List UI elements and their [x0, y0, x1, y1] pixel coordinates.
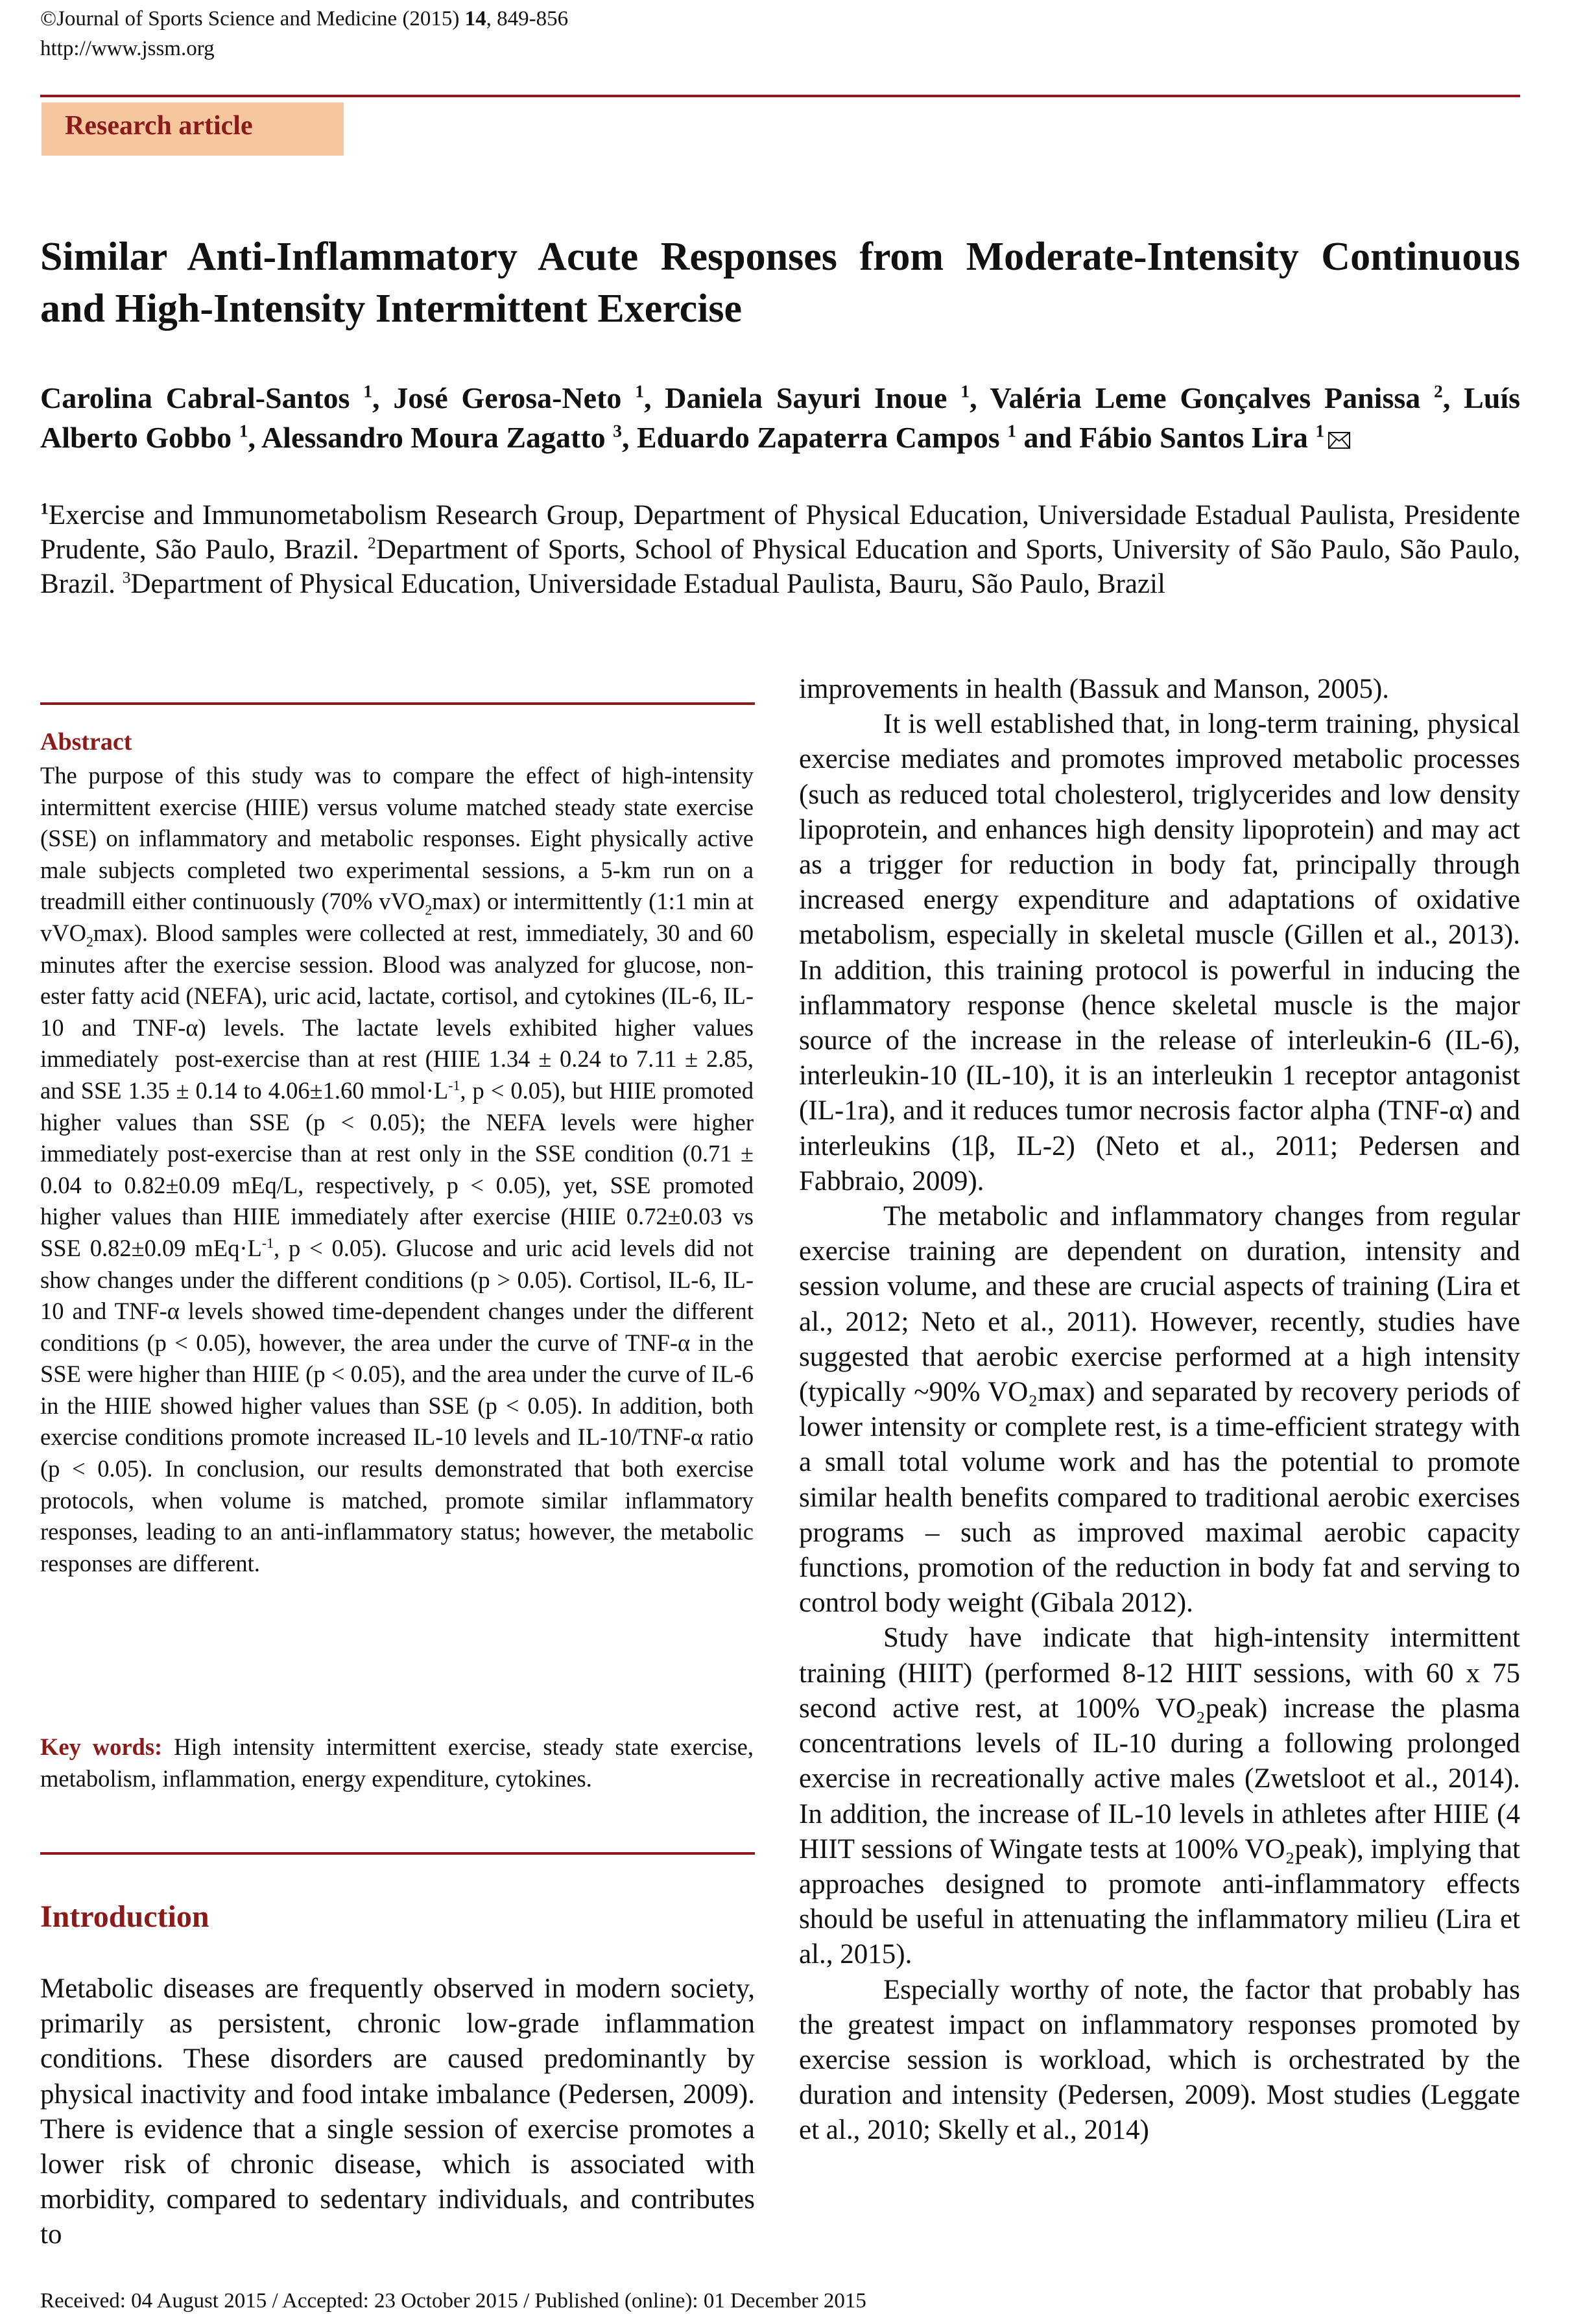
envelope-icon[interactable] — [1328, 432, 1350, 449]
author-name: Valéria Leme Gonçalves Panissa — [990, 381, 1421, 414]
author-affiliation-number: 1 — [960, 381, 970, 401]
author-list: Carolina Cabral-Santos $^1$, José Gerosa-Neto $^1$, Daniela Sayuri Inoue $^1$, Valéria Leme Gonçalves Panissa $^2$, Luís Alberto Gobbo $^1$, Alessandro Moura Zagatto $^3$, Eduardo Zapaterra Campos $^1$ and Fábio Santos Lira $^1$ — [40, 381, 1521, 454]
abstract-heading: Abstract — [40, 728, 132, 756]
publication-dates-footer: Received: 04 August 2015 / Accepted: 23 October 2015 / Published (online): 01 December 2015 — [40, 2289, 866, 2313]
author-name: Daniela Sayuri Inoue — [665, 381, 947, 414]
journal-volume: 14 — [464, 7, 486, 30]
author-name: Carolina Cabral-Santos — [40, 381, 350, 414]
author-name: Eduardo Zapaterra Campos — [636, 421, 1000, 454]
affiliation-number: 1 — [40, 499, 49, 518]
right-column — [799, 672, 1520, 2148]
header-rule — [40, 95, 1520, 97]
keywords-label: Key words: — [40, 1733, 163, 1760]
journal-header — [40, 4, 568, 64]
author-affiliation-number: 3 — [613, 420, 622, 441]
keywords-bottom-rule — [40, 1852, 755, 1855]
keywords — [40, 1732, 754, 1794]
affiliation-number: 2 — [367, 533, 376, 553]
author-affiliation-number: 1 — [1315, 420, 1325, 441]
author-name: Fábio Santos Lira — [1079, 421, 1308, 454]
paragraph: The metabolic and inflammatory changes from regular exercise training are dependent on duration, intensity and session volume, and these are crucial aspects of training (Lira et al., 2012; Neto et al., 2011). However, recently, studies have suggested that aerobic exercise performed at a high intensity (typically ~90% VO₂max) and separated by recovery periods of lower intensity or complete rest, is a time-efficient strategy with a small total volume work and has the potential to promote similar health benefits compared to traditional aerobic exercises programs – such as improved maximal aerobic capacity functions, promotion of the reduction in body fat and serving to control body weight (Gibala 2012). — [799, 1201, 1520, 1619]
author-affiliation-number: 1 — [239, 420, 248, 441]
paragraph: improvements in health (Bassuk and Manson, 2005). — [799, 674, 1390, 704]
article-type-label: Research article — [65, 111, 253, 141]
author-name: Alessandro Moura Zagatto — [261, 421, 606, 454]
journal-citation-prefix: ©Journal of Sports Science and Medicine (2015) — [40, 7, 465, 30]
author-name: Luís Alberto Gobbo — [40, 381, 1521, 454]
keywords-text: High intensity intermittent exercise, steady state exercise, metabolism, inflammation, energy expenditure, cytokines. — [40, 1733, 754, 1792]
section-heading-introduction: Introduction — [40, 1899, 209, 1934]
affiliation-3: Department of Physical Education, Universidade Estadual Paulista, Bauru, São Paulo, Brazil — [130, 569, 1165, 599]
affiliation-2: Department of Sports, School of Physical Education and Sports, University of São Paulo, São Paulo, Brazil. — [40, 534, 1521, 599]
author-affiliation-number: 1 — [1007, 420, 1016, 441]
intro-paragraph: Metabolic diseases are frequently observed in modern society, primarily as persistent, chronic low-grade inflammation conditions. These disorders are caused predominantly by physical inactivity and food intake imbalance (Pedersen, 2009). There is evidence that a single session of exercise promotes a lower risk of chronic disease, which is associated with morbidity, compared to sedentary individuals, and contributes to — [40, 1973, 755, 2250]
paragraph: It is well established that, in long-term training, physical exercise mediates and promotes improved metabolic processes (such as reduced total cholesterol, triglycerides and low density lipoprotein, and enhances high density lipoprotein) and may act as a trigger for reduction in body fat, principally through increased energy expenditure and adaptations of oxidative metabolism, especially in skeletal muscle (Gillen et al., 2013). In addition, this training protocol is powerful in inducing the inflammatory response (hence skeletal muscle is the major source of the increase in the release of interleukin-6 (IL-6), interleukin-10 (IL-10), it is an interleukin 1 receptor antagonist (IL-1ra), and it reduces tumor necrosis factor alpha (TNF-α) and interleukins (1β, IL-2) (Neto et al., 2011; Pedersen and Fabbraio, 2009). — [799, 709, 1520, 1196]
article-title: Similar Anti-Inflammatory Acute Responses from Moderate-Intensity Continuous and High-Intensity Intermittent Exercise — [40, 235, 1520, 331]
author-affiliation-number: 2 — [1434, 381, 1443, 401]
author-affiliation-number: 1 — [363, 381, 373, 401]
author-name: José Gerosa-Neto — [393, 381, 622, 414]
affiliation-number: 3 — [122, 567, 131, 587]
journal-url[interactable]: http://www.jssm.org — [40, 37, 215, 60]
paragraph: Study have indicate that high-intensity intermittent training (HIIT) (performed 8-12 HIIT sessions, with 60 x 75 second active rest, at 100% VO₂peak) increase the plasma concentrations levels of IL-10 during a following prolonged exercise in recreationally active males (Zwetsloot et al., 2014). In addition, the increase of IL-10 levels in athletes after HIIE (4 HIIT sessions of Wingate tests at 100% VO₂peak), implying that approaches designed to promote anti-inflammatory effects should be useful in attenuating the inflammatory milieu (Lira et al., 2015). — [799, 1623, 1520, 1970]
paragraph: Especially worthy of note, the factor that probably has the greatest impact on inflammatory responses promoted by exercise session is workload, which is orchestrated by the duration and intensity (Pedersen, 2009). Most studies (Leggate et al., 2010; Skelly et al., 2014) — [799, 1974, 1520, 2146]
article-type-badge — [42, 102, 344, 156]
abstract-top-rule — [40, 702, 755, 705]
affiliation-1: Exercise and Immunometabolism Research Group, Department of Physical Education, Universidade Estadual Paulista, Presidente Prudente, São Paulo, Brazil. — [40, 500, 1520, 565]
journal-pages: , 849-856 — [486, 7, 569, 30]
author-affiliation-number: 1 — [635, 381, 644, 401]
abstract-text: The purpose of this study was to compare the effect of high-intensity intermittent exercise (HIIE) versus volume matched steady state exercise (SSE) on inflammatory and metabolic responses. Eight physically active male subjects completed two experimental sessions, a 5-km run on a treadmill either continuously (70% vVO$_2$max) or intermittently (1:1 min at vVO$_2$max). Blood samples were collected at rest, immediately, 30 and 60 minutes after the exercise session. Blood was analyzed for glucose, non-ester fatty acid (NEFA), uric acid, lactate, cortisol, and cytokines (IL-6, IL-10 and TNF-α) levels. The lactate levels exhibited higher values immediately post-exercise than at rest (HIIE 1.34 ± 0.24 to 7.11 ± 2.85, and SSE 1.35 ± 0.14 to 4.06±1.60 $mmol\cdot L^{-1}$, p < 0.05), but HIIE promoted higher values than SSE (p < 0.05); the NEFA levels were higher immediately post-exercise than at rest only in the SSE condition (0.71 ± 0.04 to 0.82±0.09 mEq/L, respectively, p < 0.05), yet, SSE promoted higher values than HIIE immediately after exercise (HIIE 0.72±0.03 vs SSE 0.82±0.09 $mEq\cdot L^{-1}$, p < 0.05). Glucose and uric acid levels did not show changes under the different conditions (p > 0.05). Cortisol, IL-6, IL-10 and TNF-α levels showed time-dependent changes under the different conditions (p < 0.05), however, the area under the curve of TNF-α in the SSE were higher than HIIE (p < 0.05), and the area under the curve of IL-6 in the HIIE showed higher values than SSE (p < 0.05). In addition, both exercise conditions promote increased IL-10 levels and IL-10/TNF-α ratio (p < 0.05). In conclusion, our results demonstrated that both exercise protocols, when volume is matched, promote similar inflammatory responses, leading to an anti-inflammatory status; however, the metabolic responses are different. — [40, 762, 754, 1577]
affiliations — [40, 498, 1520, 601]
